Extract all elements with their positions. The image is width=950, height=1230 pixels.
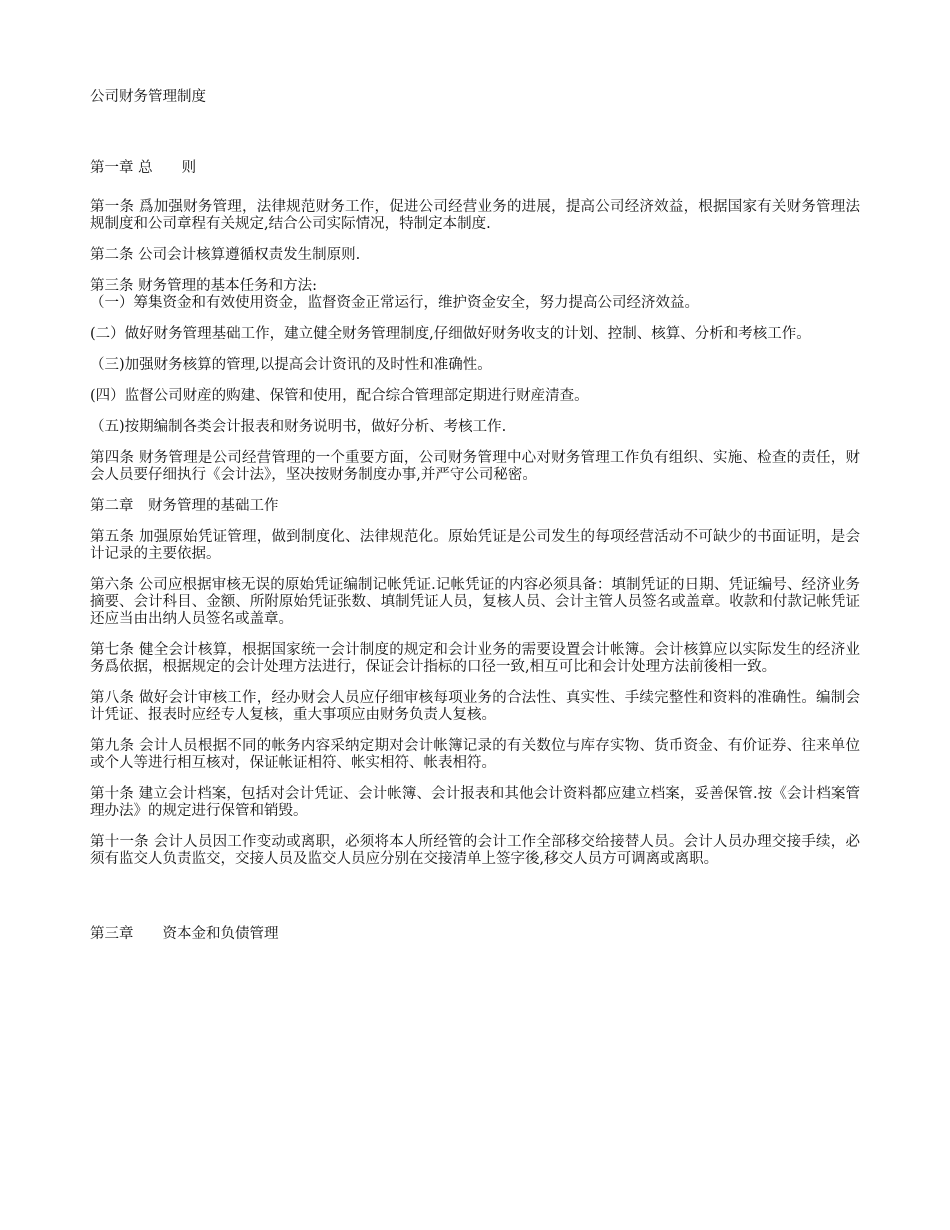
document-title: 公司财务管理制度 [90,89,206,105]
article-5: 第五条 加强原始凭证管理，做到制度化、法律规范化。原始凭证是公司发生的每项经营活动不可缺少的书面证明，是会计记录的主要依据。 [90,529,860,562]
article-3-item-2: (二）做好财务管理基础工作，建立健全财务管理制度,仔细做好财务收支的计划、控制、核算、分析和考核工作。 [90,326,811,342]
article-7: 第七条 健全会计核算，根据国家统一会计制度的规定和会计业务的需要设置会计帐簿。会计核算应以实际发生的经济业务爲依据，根据规定的会计处理方法进行，保证会计指标的口径一致,相互可比和会计处理方法前後相一致。 [90,642,860,675]
article-3-item-4: (四）监督公司财産的购建、保管和使用，配合综合管理部定期进行财産清查。 [90,388,589,404]
article-3: 第三条 财务管理的基本任务和方法: [90,278,317,294]
article-4: 第四条 财务管理是公司经营管理的一个重要方面，公司财务管理中心对财务管理工作负有组织、实施、检查的责任，财会人员要仔细执行《会计法》，坚决按财务制度办事,并严守公司秘密。 [90,450,860,483]
article-3-item-1: （一）筹集资金和有效使用资金，监督资金正常运行，维护资金安全，努力提高公司经济效益。 [90,295,699,311]
article-10: 第十条 建立会计档案，包括对会计凭证、会计帐簿、会计报表和其他会计资料都应建立档案，妥善保管.按《会计档案管理办法》的规定进行保管和销毁。 [90,786,860,819]
chapter-2-heading: 第二章 财务管理的基础工作 [90,498,279,514]
document-body [90,160,860,943]
article-8: 第八条 做好会计审核工作，经办财会人员应仔细审核每项业务的合法性、真实性、手续完整性和资料的准确性。编制会计凭证、报表时应经专人复核，重大事项应由财务负责人复核。 [90,690,860,723]
article-11: 第十一条 会计人员因工作变动或离职，必须将本人所经管的会计工作全部移交给接替人员。会计人员办理交接手续，必须有监交人负责监交，交接人员及监交人员应分别在交接清单上签字後,移交人员方可调离或离职。 [90,834,860,867]
article-2: 第二条 公司会计核算遵循权责发生制原则. [90,247,361,263]
article-3-item-5: （五)按期编制各类会计报表和财务说明书，做好分析、考核工作. [90,419,507,435]
chapter-1-heading: 第一章 总 则 [90,160,197,176]
article-3-item-3: （三)加强财务核算的管理,以提高会计资讯的及时性和准确性。 [90,357,492,373]
article-1: 第一条 爲加强财务管理，法律规范财务工作，促进公司经营业务的进展，提高公司经济效益，根据国家有关财务管理法规制度和公司章程有关规定,结合公司实际情况，特制定本制度. [90,199,860,232]
chapter-3-heading: 第三章 资本金和负债管理 [90,926,279,942]
article-6: 第六条 公司应根据审核无误的原始凭证编制记帐凭证.记帐凭证的内容必须具备：填制凭证的日期、凭证编号、经济业务摘要、会计科目、金额、所附原始凭证张数、填制凭证人员，复核人员、会计主管人员签名或盖章。收款和付款记帐凭证还应当由出纳人员签名或盖章。 [90,577,860,627]
article-9: 第九条 会计人员根据不同的帐务内容采纳定期对会计帐簿记录的有关数位与库存实物、货币资金、有价证券、往来单位或个人等进行相互核对，保证帐证相符、帐实相符、帐表相符。 [90,738,860,771]
